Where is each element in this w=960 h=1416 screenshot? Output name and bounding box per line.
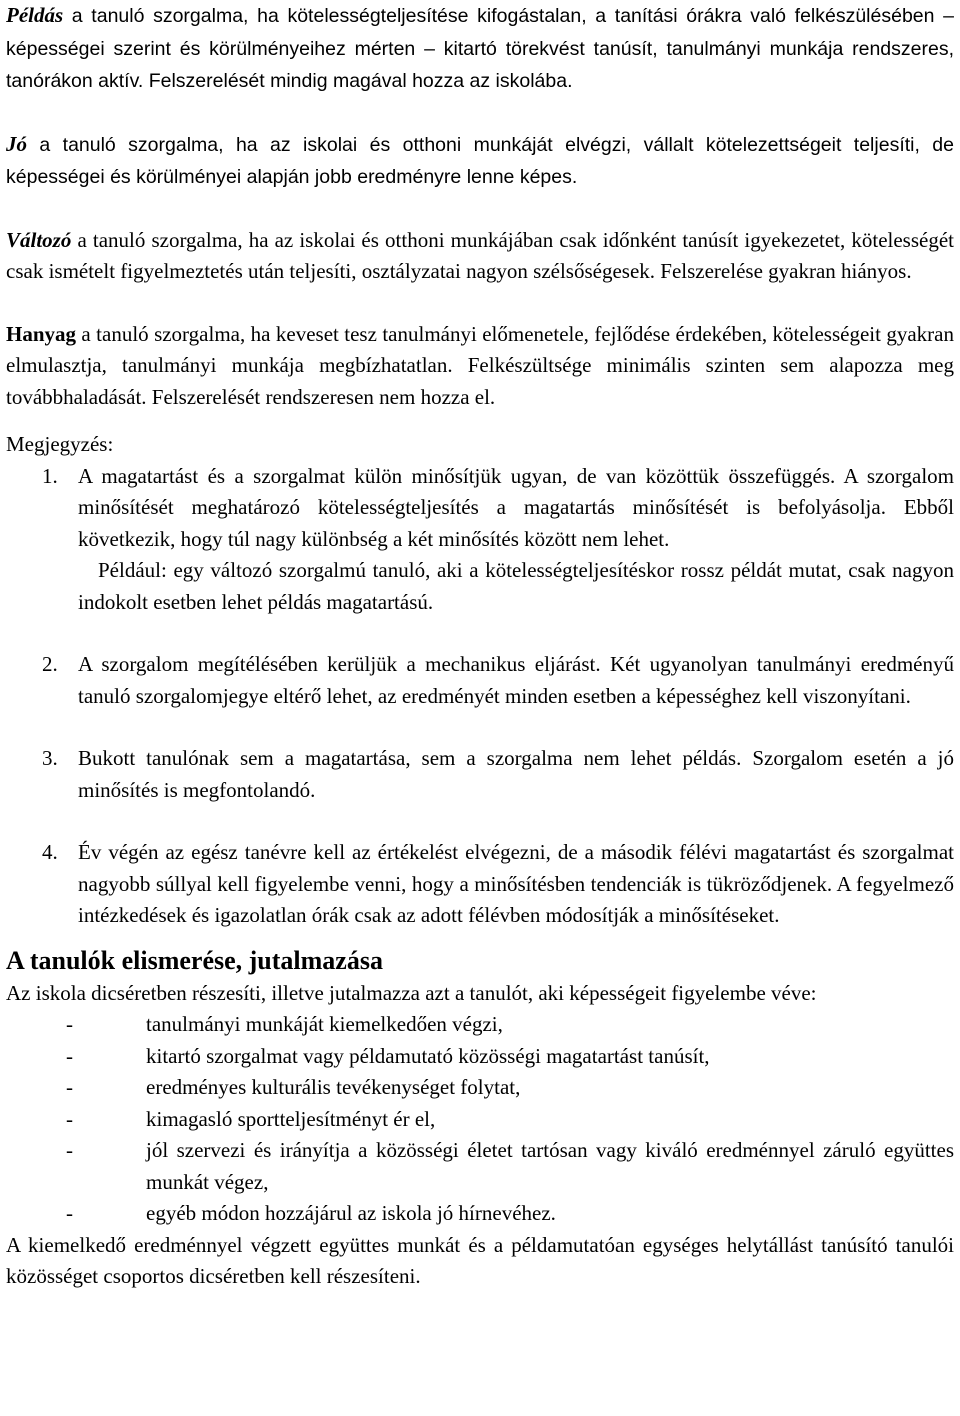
note-text: A magatartást és a szorgalmat külön minősítjük ugyan, de van közöttük összefüggés. A szorgalom minősítését meghatározó kötelességteljesítés a magatartás minősítését is befolyásolja. Ebből következik, hogy túl nagy különbség a két minősítés között nem lehet. — [78, 463, 954, 551]
section-intro: Az iskola dicséretben részesíti, illetve jutalmazza azt a tanulót, aki képességeit figyelembe véve: — [6, 980, 817, 1005]
term-peldas: Példás — [6, 3, 64, 27]
text-valtozo: a tanuló szorgalma, ha az iskolai és otthoni munkájában csak időnként tanúsít igyekezetet, kötelességét csak ismételt figyelmeztetés után teljesíti, osztályzatai nagyon szélsőségesek. Felszerelése gyakran hiányos. — [6, 227, 954, 283]
list-item-text: kimagasló sportteljesítményt ér el, — [146, 1106, 436, 1131]
text-jo: a tanuló szorgalma, ha az iskolai és otthoni munkáját elvégzi, vállalt kötelezettségeit teljesíti, de képességei és körülményei alapján jobb eredményre lenne képes. — [6, 133, 954, 188]
section-title: A tanulók elismerése, jutalmazása — [6, 945, 383, 975]
list-item — [66, 1009, 954, 1041]
bullet-dash: - — [66, 1075, 73, 1099]
list-item-text: jól szervezi és irányítja a közösségi életet tartósan vagy kiváló eredménnyel záruló együttes munkát végez, — [146, 1138, 954, 1194]
text-peldas: a tanuló szorgalma, ha kötelességteljesítése kifogástalan, a tanítási órákra való felkészülésében – képességei szerint és körülményeihez mérten – kitartó törekvést tanúsít, tanulmányi munkája rendszeres, tanórákon aktív. Felszerelését mindig magával hozza az iskolába. — [6, 5, 954, 92]
term-valtozo: Változó — [6, 227, 72, 252]
section-closing: A kiemelkedő eredménnyel végzett együttes munkát és a példamutatóan egységes helytállást tanúsító tanulói közösséget csoportos dicséretben kell részesíteni. — [6, 1232, 954, 1288]
list-item — [66, 1072, 954, 1104]
bullet-dash: - — [66, 1012, 73, 1036]
notes-heading: Megjegyzés: — [6, 432, 114, 456]
note-text: Bukott tanulónak sem a magatartása, sem a szorgalma nem lehet példás. Szorgalom esetén a jó minősítés is megfontolandó. — [78, 746, 954, 802]
note-item-2 — [42, 649, 954, 712]
note-item-3 — [42, 743, 954, 806]
note-item-4 — [42, 837, 954, 932]
list-item-text: egyéb módon hozzájárul az iskola jó hírnevéhez. — [146, 1201, 556, 1225]
bullet-dash: - — [66, 1138, 73, 1162]
note-item-1 — [42, 461, 954, 619]
list-item — [66, 1198, 954, 1230]
paragraph-peldas — [6, 0, 954, 98]
notes-list — [6, 461, 954, 932]
text-hanyag: a tanuló szorgalma, ha keveset tesz tanulmányi előmenetele, fejlődése érdekében, kötelességeit gyakran elmulasztja, tanulmányi munkája megbízhatatlan. Felkészültsége minimális szinten sem alapozza meg továbbhaladását. Felszerelését rendszeresen nem hozza el. — [6, 321, 954, 409]
list-item — [66, 1041, 954, 1073]
list-item-text: tanulmányi munkáját kiemelkedően végzi, — [146, 1012, 503, 1036]
bullet-dash: - — [66, 1201, 73, 1225]
bullet-dash: - — [66, 1043, 73, 1068]
note-number: 2. — [42, 652, 58, 676]
note-number: 4. — [42, 840, 58, 864]
note-number: 3. — [42, 746, 58, 770]
list-item — [66, 1104, 954, 1136]
list-item — [66, 1135, 954, 1198]
paragraph-valtozo — [6, 225, 954, 288]
list-item-text: kitartó szorgalmat vagy példamutató közösségi magatartást tanúsít, — [146, 1043, 710, 1068]
note-text: Év végén az egész tanévre kell az értékelést elvégezni, de a második félévi magatartást és szorgalmat nagyobb súllyal kell figyelembe venni, hogy a minősítésben tendenciák is tükröződjenek. A fegyelmező intézkedések és igazolatlan órák csak az adott félévben módosítják a minősítéseket. — [78, 840, 954, 927]
paragraph-jo — [6, 129, 954, 194]
term-jo: Jó — [6, 131, 27, 156]
paragraph-hanyag — [6, 319, 954, 414]
note-text: A szorgalom megítélésében kerüljük a mechanikus eljárást. Két ugyanolyan tanulmányi eredményű tanuló szorgalomjegye eltérő lehet, az eredményét minden esetben a képességhez kell viszonyítani. — [78, 652, 954, 708]
list-item-text: eredményes kulturális tevékenységet folytat, — [146, 1075, 521, 1099]
bullet-dash: - — [66, 1106, 73, 1131]
term-hanyag: Hanyag — [6, 321, 77, 346]
note-number: 1. — [42, 463, 58, 488]
note-example: Például: egy változó szorgalmú tanuló, aki a kötelességteljesítéskor rossz példát mutat, csak nagyon indokolt esetben lehet példás magatartású. — [78, 558, 954, 614]
reward-criteria-list — [6, 1009, 954, 1230]
